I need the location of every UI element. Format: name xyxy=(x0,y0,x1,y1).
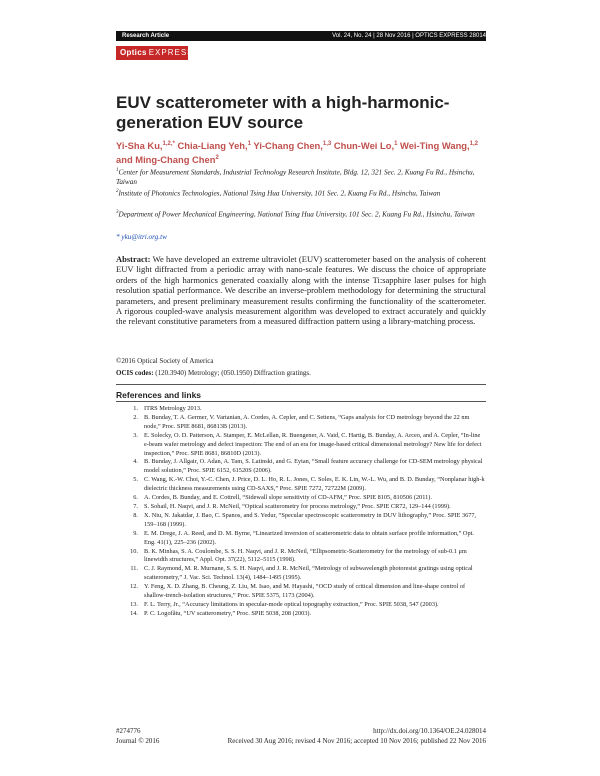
article-type-tag: Research Article xyxy=(122,33,170,39)
reference-item xyxy=(116,601,486,610)
reference-item xyxy=(116,458,486,476)
reference-number: 14. xyxy=(130,609,138,617)
reference-number: 4. xyxy=(133,458,138,466)
author-name: Yi-Sha Ku, xyxy=(116,140,163,152)
reference-number: 8. xyxy=(133,511,138,519)
affiliation-3 xyxy=(116,208,496,220)
reference-item xyxy=(116,548,486,566)
reference-text: S. Sohail, H. Naqvi, and J. R. McNeil, “Optical scatterometry for process metrology,” Proc. SPIE CR72, 129–144 (1999). xyxy=(144,502,451,510)
reference-text: F. L. Terry, Jr., “Accuracy limitations in specular-mode optical topography extraction,” Proc. SPIE 5038, 547 (2003). xyxy=(144,600,439,608)
doi-link[interactable]: http://dx.doi.org/10.1364/OE.24.028014 xyxy=(373,727,486,735)
ocis-text: (120.3940) Metrology; (050.1950) Diffraction gratings. xyxy=(153,369,311,377)
reference-text: A. Cordes, B. Bunday, and E. Cottrell, “Sidewall slope sensitivity of CD-AFM,” Proc. SPIE 8105, 810506 (2011). xyxy=(144,494,432,502)
reference-item xyxy=(116,530,486,548)
reference-item xyxy=(116,503,486,512)
author-name: Wei-Ting Wang, xyxy=(400,140,470,152)
reference-item xyxy=(116,512,486,530)
reference-number: 11. xyxy=(130,565,138,573)
reference-item xyxy=(116,476,486,494)
reference-number: 7. xyxy=(133,502,138,510)
reference-item xyxy=(116,583,486,601)
reference-text: P. C. Logofătu, “UV scatterometry,” Proc. SPIE 5038, 208 (2003). xyxy=(144,609,312,617)
corresponding-email-line xyxy=(116,233,496,243)
ocis-codes xyxy=(116,369,311,377)
copyright-notice: ©2016 Optical Society of America xyxy=(116,357,214,365)
affiliation-mark: 2 xyxy=(116,189,119,194)
author-list xyxy=(116,138,496,166)
reference-item xyxy=(116,405,486,414)
reference-text: E. Solecky, O. D. Patterson, A. Stamper, E. McLellan, R. Buengener, A. Vaid, C. Hartig, B. Bunday, A. Arceo, and A. Cepler, “In-line e-beam wafer metrology and defect inspection: The end of an era for image-based critical dimensional metrology? New life for defect inspection,” Proc. SPIE 8681, 86810D (2013). xyxy=(144,431,482,457)
reference-item xyxy=(116,494,486,503)
reference-number: 3. xyxy=(133,431,138,439)
author-name: Chun-Wei Lo, xyxy=(333,140,395,152)
reference-text: X. Niu, N. Jakatdar, J. Bao, C. Spanos, and S. Yedur, “Specular spectroscopic scatterometry in DUV lithography,” Proc. SPIE 3677, 159–168 (1999). xyxy=(144,511,477,528)
reference-item xyxy=(116,432,486,459)
logo-express: EXPRESS xyxy=(148,48,194,57)
article-id: #274776 xyxy=(116,727,141,735)
reference-text: C. Wang, K.-W. Choi, Y.-C. Chen, J. Price, D. L. Ho, R. L. Jones, C. Soles, E. K. Lin, W.-L. Wu, and B. D. Bunday, “Nonplanar high-k dielectric thickness measurements using CD-SAXS,” Proc. SPIE 7272, 72722M (2009). xyxy=(144,476,485,493)
journal-logo xyxy=(116,46,194,60)
affiliation-1 xyxy=(116,166,496,187)
author-affil-mark: 1 xyxy=(394,141,398,147)
reference-number: 12. xyxy=(130,583,138,591)
author-affil-mark: 1 xyxy=(247,141,251,147)
logo-optics: Optics xyxy=(120,48,147,57)
divider xyxy=(116,384,486,385)
corresponding-email-link[interactable]: * yku@itri.org.tw xyxy=(116,233,167,241)
reference-text: ITRS Metrology 2013. xyxy=(144,405,202,412)
author-affil-mark: 2 xyxy=(215,155,219,162)
author-affil-mark: 1,2 xyxy=(469,141,478,147)
affiliation-text: Department of Power Mechanical Engineering, National Tsing Hua University, 101 Sec. 2, Kuang Fu Rd., Hsinchu, Taiwan xyxy=(118,210,475,219)
author-affil-mark: 1,2,* xyxy=(162,141,175,147)
paper-title: EUV scatterometer with a high-harmonic-generation EUV source xyxy=(116,93,450,132)
reference-item xyxy=(116,610,486,619)
author-name: Yi-Chang Chen, xyxy=(253,140,323,152)
reference-number: 13. xyxy=(130,600,138,608)
author-name: and Ming-Chang Chen xyxy=(116,154,216,166)
reference-number: 10. xyxy=(130,547,138,555)
journal-copyright: Journal © 2016 xyxy=(116,736,160,745)
affiliation-2 xyxy=(116,187,496,199)
reference-text: B. K. Minhas, S. A. Coulombe, S. S. H. Naqvi, and J. R. McNeil, “Ellipsometric-Scatterometry for the metrology of sub-0.1 μm linewidth structures,” Appl. Opt. 37(22), 5112–5115 (1998). xyxy=(144,547,467,564)
divider xyxy=(116,401,486,402)
author-name: Chia-Liang Yeh, xyxy=(177,140,248,152)
reference-text: E. M. Drege, J. A. Reed, and D. M. Byrne, “Linearized inversion of scatterometric data to obtain surface profile information,” Opt. Eng. 41(1), 225–236 (2002). xyxy=(144,529,474,546)
affiliation-text: Center for Measurement Standards, Industrial Technology Research Institute, Bldg. 12, 321 Sec. 2, Kuang Fu Rd., Hsinchu, Taiwan xyxy=(116,168,475,186)
affiliation-mark: 1 xyxy=(116,168,119,173)
references-heading: References and links xyxy=(116,390,202,400)
abstract-text: We have developed an extreme ultraviolet (EUV) scatterometer based on the analysis of coherent EUV light diffracted from a periodic array with nano-scale features. We discuss the choice of appropriate orders of the high harmonics generated coaxially along with the intense Ti:sapphire laser pulses for high resolution spatial performance. We describe an inverse-problem methodology for determining the structural parameters, and present preliminary measurement results confirming the functionality of the scatterometer. A rigorous coupled-wave analysis measurement algorithm was developed to extract accurately and quickly the relevant constitutive parameters from a measured diffraction pattern using a library-matching process. xyxy=(116,254,486,327)
affiliation-text: Institute of Photonics Technologies, National Tsing Hua University, 101 Sec. 2, Kuang Fu Rd., Hsinchu, Taiwan xyxy=(118,189,441,198)
reference-text: C. J. Raymond, M. R. Murnane, S. S. H. Naqvi, and J. R. McNeil, “Metrology of subwavelength photoresist gratings using optical scatterometry,” J. Vac. Sci. Technol. 13(4), 1484–1495 (1995). xyxy=(144,565,473,582)
reference-number: 5. xyxy=(133,476,138,484)
publication-dates: Received 30 Aug 2016; revised 4 Nov 2016; accepted 10 Nov 2016; published 22 Nov 2016 xyxy=(227,736,486,745)
footer-left xyxy=(116,727,159,746)
abstract-label: Abstract: xyxy=(116,254,151,264)
reference-text: B. Bunday, J. Allgair, O. Adan, A. Tam, S. Latinski, and G. Eytan, “Small feature accuracy challenge for CD-SEM metrology physical model solution,” Proc. SPIE 6152, 61520S (2006). xyxy=(144,458,483,475)
reference-number: 6. xyxy=(133,494,138,502)
affiliation-mark: 3 xyxy=(116,210,119,215)
reference-number: 1. xyxy=(133,405,138,412)
reference-text: B. Bunday, T. A. Germer, V. Vartanian, A. Cordes, A. Cepler, and C. Settens, “Gaps analysis for CD metrology beyond the 22 nm node,” Proc. SPIE 8681, 86813B (2013). xyxy=(144,413,470,430)
reference-number: 2. xyxy=(133,413,138,421)
footer-right xyxy=(228,727,486,746)
reference-item xyxy=(116,414,486,432)
reference-list xyxy=(116,405,486,619)
reference-text: Y. Feng, X. D. Zhang, B. Cheung, Z. Liu, M. Isao, and M. Hayashi, “OCD study of critical dimension and line-shape control of shallow-trench-isolation structures,” Proc. SPIE 5375, 1173 (2004). xyxy=(144,583,466,600)
author-affil-mark: 1,3 xyxy=(322,141,332,147)
ocis-label: OCIS codes: xyxy=(116,369,154,377)
abstract xyxy=(116,254,486,327)
reference-item xyxy=(116,565,486,583)
reference-number: 9. xyxy=(133,529,138,537)
journal-citation: Vol. 24, No. 24 | 28 Nov 2016 | OPTICS EXPRESS 28014 xyxy=(332,33,486,39)
